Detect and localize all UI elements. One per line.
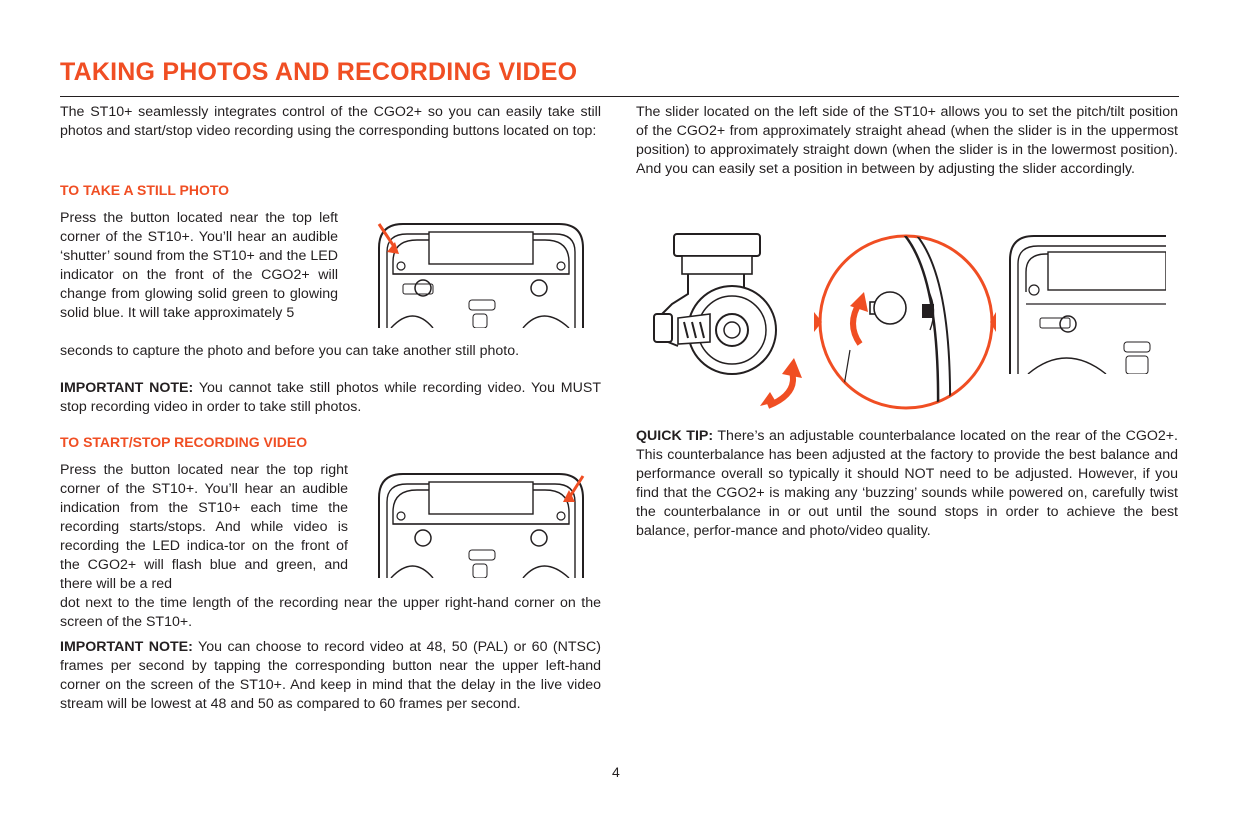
page-number: 4 [612, 764, 620, 780]
slider-paragraph: The slider located on the left side of the ST10+ allows you to set the pitch/tilt position of the CGO2+ from approximately straight ahead (when the slider is in the uppermost position) to approximately straight down (when the slider is in the lowermost position). And you can easily set a position in between by adjusting the slider accordingly. [636, 104, 1178, 177]
controller-photo-button-illustration [373, 218, 589, 328]
still-photo-paragraph-cont: seconds to capture the photo and before you can take another still photo. [60, 343, 520, 359]
quick-tip-paragraph: QUICK TIP: There’s an adjustable counterbalance located on the rear of the CGO2+. This counterbalance has been adjusted at the factory to provide the best balance and performance overall so typically it should NOT need to be adjusted. However, if you find that the CGO2+ is making any ‘buzzing’ sounds while powered on, carefully twist the counterbalance in or out until the sound stops in order to achieve the best balance, perfor-mance and photo/video quality. [636, 428, 1179, 539]
important-note-2: IMPORTANT NOTE: You can choose to record video at 48, 50 (PAL) or 60 (NTSC) frames per second by tapping the corresponding button near the upper left-hand corner on the screen of the ST10+. And keep in mind that the delay in the live video stream will be lowest at 48 and 50 as compared to 60 frames per second. [60, 639, 601, 712]
recording-video-heading: TO START/STOP RECORDING VIDEO [60, 434, 308, 450]
slider-closeup-illustration [810, 230, 1000, 412]
controller-slider-illustration [1006, 232, 1166, 374]
important-note-1: IMPORTANT NOTE: You cannot take still photos while recording video. You MUST stop recording video in order to take still photos. [60, 380, 601, 415]
page-title: TAKING PHOTOS AND RECORDING VIDEO [60, 58, 578, 86]
gimbal-camera-illustration [648, 230, 808, 410]
recording-video-paragraph: Press the button located near the top right corner of the ST10+. You’ll hear an audible indication from the ST10+ each time the recording starts/stops. And while video is recording the LED indica-tor on the front of the CGO2+ will flash blue and green, and there will be a red [60, 462, 348, 592]
still-photo-paragraph: Press the button located near the top left corner of the ST10+. You’ll hear an audible ‘shutter’ sound from the ST10+ and the LED indicator on the front of the CGO2+ will change from glowing solid green to glowing solid blue. It will take approximately 5 [60, 210, 338, 321]
recording-video-paragraph-cont: dot next to the time length of the recording near the upper right-hand corner on the screen of the ST10+. [60, 595, 601, 630]
still-photo-heading: TO TAKE A STILL PHOTO [60, 182, 230, 198]
title-divider [60, 96, 1179, 97]
intro-paragraph: The ST10+ seamlessly integrates control of the CGO2+ so you can easily take still photos and start/stop video recording using the corresponding buttons located on top: [60, 104, 601, 139]
controller-record-button-illustration [373, 468, 589, 578]
